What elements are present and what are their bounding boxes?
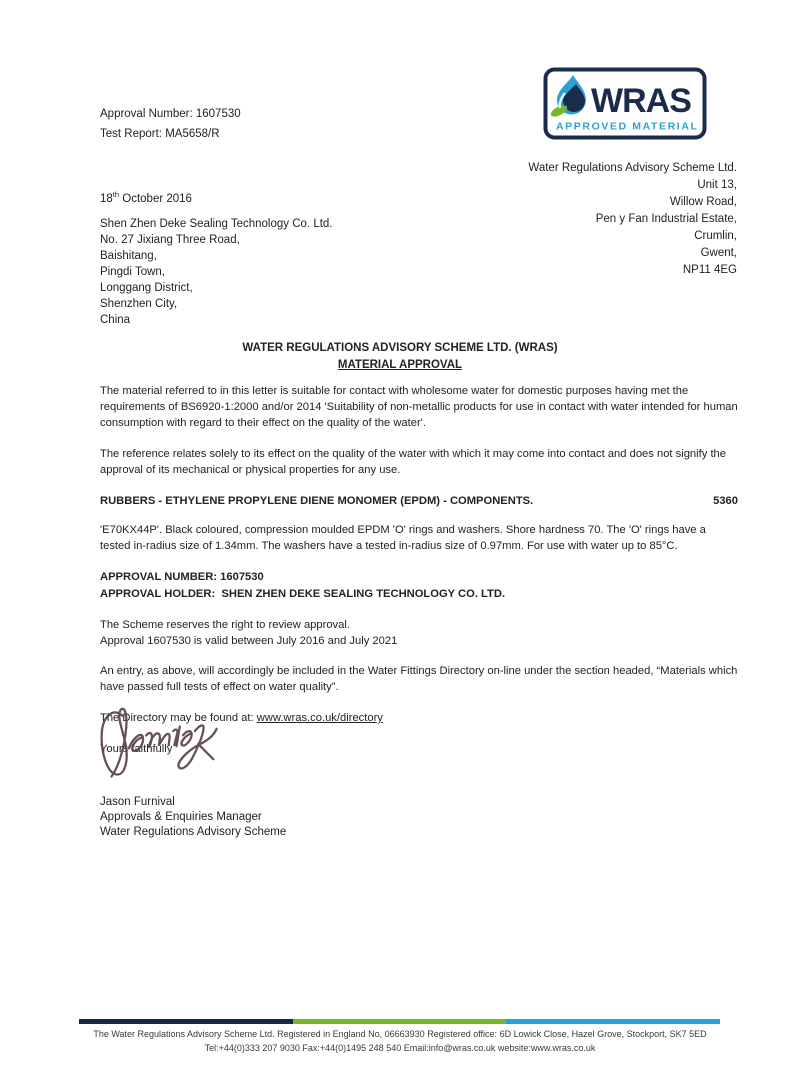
wras-logo-icon [543,67,707,140]
recipient-address-line: No. 27 Jixiang Three Road, [100,234,240,246]
recipient-address-line: Shenzhen City, [100,298,178,310]
recipient-address-line: Shen Zhen Deke Sealing Technology Co. Ltd. [100,218,333,230]
letter-date [100,190,192,205]
recipient-address-line: Pingdi Town, [100,266,165,278]
closing-salutation: Yours faithfully [100,743,173,755]
material-description: 'E70KX44P'. Black coloured, compression moulded EPDM 'O' rings and washers. Shore hardness 70. The 'O' rings have a tested in-radius size of 1.34mm. The washers have a tested in-radius size of 0.97mm. For use with water up to 85°C. [100,524,706,552]
sender-address-line: Unit 13, [697,179,737,191]
review-line: The Scheme reserves the right to review approval. [100,619,350,631]
signatory-role: Approvals & Enquiries Manager [100,811,262,823]
footer-bar-navy-segment [79,1019,293,1024]
date-day: 18 [100,192,113,205]
review-statement [100,617,738,649]
footer-bar-green-segment [293,1019,507,1024]
sender-address-line: Willow Road, [669,196,737,208]
recipient-address [100,216,333,328]
date-ordinal: th [112,190,120,199]
letter-title [0,340,800,374]
title-line-scheme: WATER REGULATIONS ADVISORY SCHEME LTD. (WRAS) [242,342,558,354]
handwritten-signature-icon [92,700,222,788]
footer-registration-line: The Water Regulations Advisory Scheme Ltd. Registered in England No, 06663930 Registered office: 6D Lowick Close, Hazel Grove, Stockport, SK7 5ED [93,1029,707,1039]
test-report-line: Test Report: MA5658/R [100,128,220,140]
footer-brand-bar [79,1019,720,1024]
paragraph-directory-entry: An entry, as above, will accordingly be included in the Water Fittings Directory on-line under the section headed, “Materials which have passed full tests of effect on water quality”. [100,665,738,693]
signatory-org: Water Regulations Advisory Scheme [100,826,287,838]
sender-address [528,160,737,279]
paragraph-reference: The reference relates solely to its effect on the quality of the water with which it may come into contact and does not signify the approval of its mechanical or physical properties for any use. [100,448,727,476]
sender-address-line: Crumlin, [694,230,737,242]
signatory-block [100,795,286,840]
recipient-address-line: Longgang District, [100,282,193,294]
signatory-name: Jason Furnival [100,796,175,808]
sender-address-line: Water Regulations Advisory Scheme Ltd. [528,162,737,174]
footer-text [0,1027,800,1055]
reference-block [100,104,241,144]
approval-number-line: Approval Number: 1607530 [100,108,241,120]
footer-contact-line: Tel:+44(0)333 207 9030 Fax:+44(0)1495 248 540 Email:info@wras.co.uk website:www.wras.co.uk [204,1043,596,1053]
footer-bar-blue-segment [506,1019,720,1024]
recipient-address-line: China [100,314,131,326]
approval-holder-bold: APPROVAL HOLDER: SHEN ZHEN DEKE SEALING TECHNOLOGY CO. LTD. [100,588,506,600]
paragraph-suitability: The material referred to in this letter is suitable for contact with wholesome water for domestic purposes having met the requirements of BS6920-1:2000 and/or 2014 'Suitability of non-metallic products for use in contact with water intended for human consumption with regard to their effect on the quality of the water'. [100,385,738,429]
sender-address-line: Pen y Fan Industrial Estate, [595,213,737,225]
material-heading-row [100,493,738,509]
recipient-address-line: Baishitang, [100,250,157,262]
directory-link[interactable]: www.wras.co.uk/directory [256,712,383,724]
sender-address-line: NP11 4EG [682,264,737,276]
sender-address-line: Gwent, [700,247,737,259]
title-line-material-approval: MATERIAL APPROVAL [337,359,463,371]
approval-details [100,569,738,603]
logo-tagline-text: APPROVED MATERIAL [556,120,699,133]
approval-number-bold: APPROVAL NUMBER: 1607530 [100,571,264,583]
signature [92,700,222,788]
wras-approved-material-logo [543,67,707,140]
material-code: 5360 [713,495,738,507]
validity-line: Approval 1607530 is valid between July 2016 and July 2021 [100,635,398,647]
directory-prefix: The Directory may be found at: [100,712,257,724]
logo-brand-text: WRAS [591,82,691,120]
material-heading: RUBBERS - ETHYLENE PROPYLENE DIENE MONOMER (EPDM) - COMPONENTS. [100,495,534,507]
date-rest: October 2016 [119,192,192,205]
